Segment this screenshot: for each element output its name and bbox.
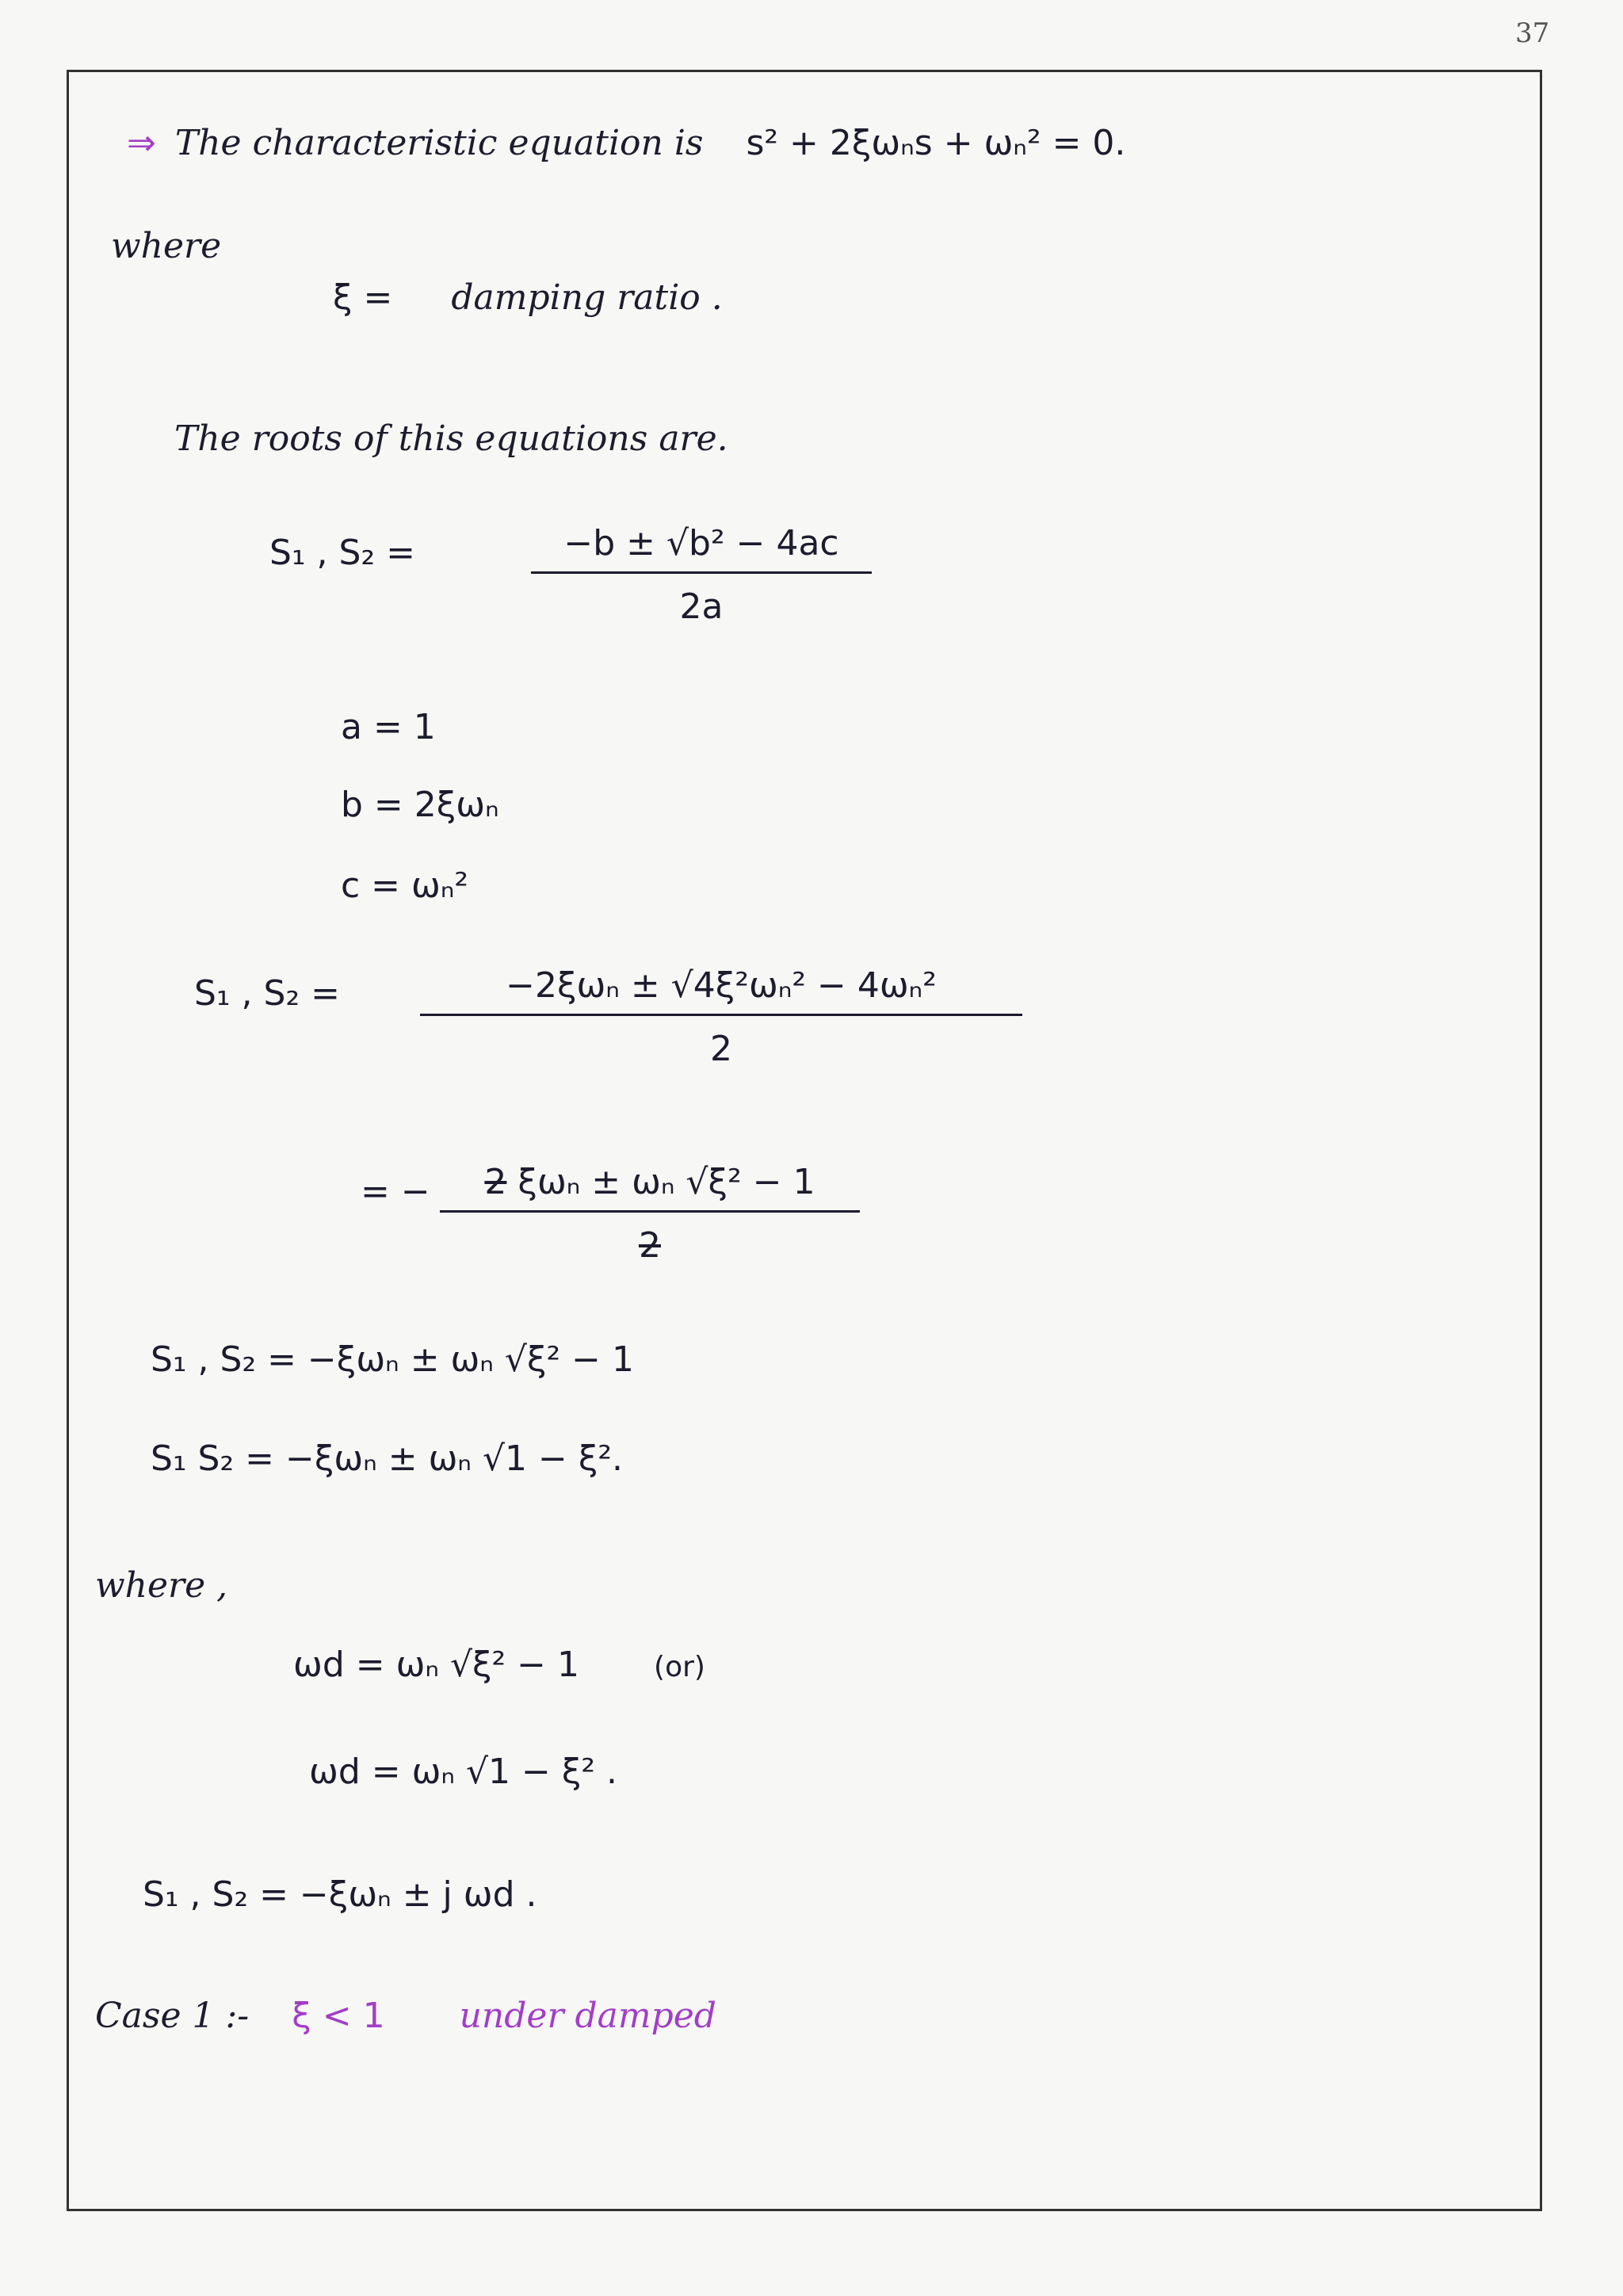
case-1-line: [95, 1996, 716, 2036]
simplified-lhs: = −: [361, 1171, 430, 1212]
or-label: (or): [654, 1651, 705, 1683]
where-label: where: [111, 226, 222, 266]
damping-definition: [333, 277, 723, 318]
case-text: under damped: [459, 1996, 716, 2036]
simplified-numerator: [440, 1162, 860, 1213]
characteristic-text: The characteristic equation is: [174, 123, 704, 163]
result-line-2: S₁ S₂ = −ξωₙ ± ωₙ √1 − ξ².: [151, 1438, 623, 1479]
substitution-numerator: −2ξωₙ ± √4ξ²ωₙ² − 4ωₙ²: [420, 965, 1022, 1016]
quadratic-numerator: −b ± √b² − 4ac: [531, 523, 872, 574]
where-label-2: where ,: [95, 1565, 228, 1606]
coefficient-b: b = 2ξωₙ: [341, 785, 499, 825]
result-line-1: S₁ , S₂ = −ξωₙ ± ωₙ √ξ² − 1: [151, 1339, 634, 1380]
damping-symbol: ξ =: [333, 277, 393, 318]
coefficient-c: c = ωₙ²: [341, 865, 469, 906]
roots-intro: The roots of this equations are.: [174, 418, 728, 459]
quadratic-formula: [531, 523, 872, 627]
simplified-fraction: [440, 1162, 860, 1266]
damped-frequency-1-expr: ωd = ωₙ √ξ² − 1: [293, 1645, 580, 1685]
characteristic-equation-line: [127, 123, 1125, 163]
simplified-numerator-rest: ξωₙ ± ωₙ √ξ² − 1: [517, 1162, 815, 1202]
case-label: Case 1 :-: [95, 1996, 250, 2036]
implies-arrow: ⇒: [127, 123, 156, 163]
coefficient-a: a = 1: [341, 707, 436, 747]
page-number: 37: [1515, 17, 1550, 49]
case-condition: ξ < 1: [292, 1996, 385, 2036]
cancelled-denominator: 2: [639, 1225, 661, 1266]
quadratic-lhs: S₁ , S₂ =: [269, 533, 415, 573]
damped-frequency-1: [293, 1645, 705, 1685]
substitution-lhs: S₁ , S₂ =: [194, 973, 340, 1014]
final-roots: S₁ , S₂ = −ξωₙ ± j ωd .: [143, 1874, 537, 1915]
substitution-denominator: 2: [710, 1029, 732, 1069]
substitution-fraction: [420, 965, 1022, 1069]
quadratic-denominator: 2a: [679, 586, 724, 627]
characteristic-equation: s² + 2ξωₙs + ωₙ² = 0.: [746, 123, 1126, 163]
damping-text: damping ratio .: [451, 277, 723, 318]
cancelled-two: 2: [484, 1162, 507, 1202]
damped-frequency-2: ωd = ωₙ √1 − ξ² .: [309, 1752, 617, 1792]
